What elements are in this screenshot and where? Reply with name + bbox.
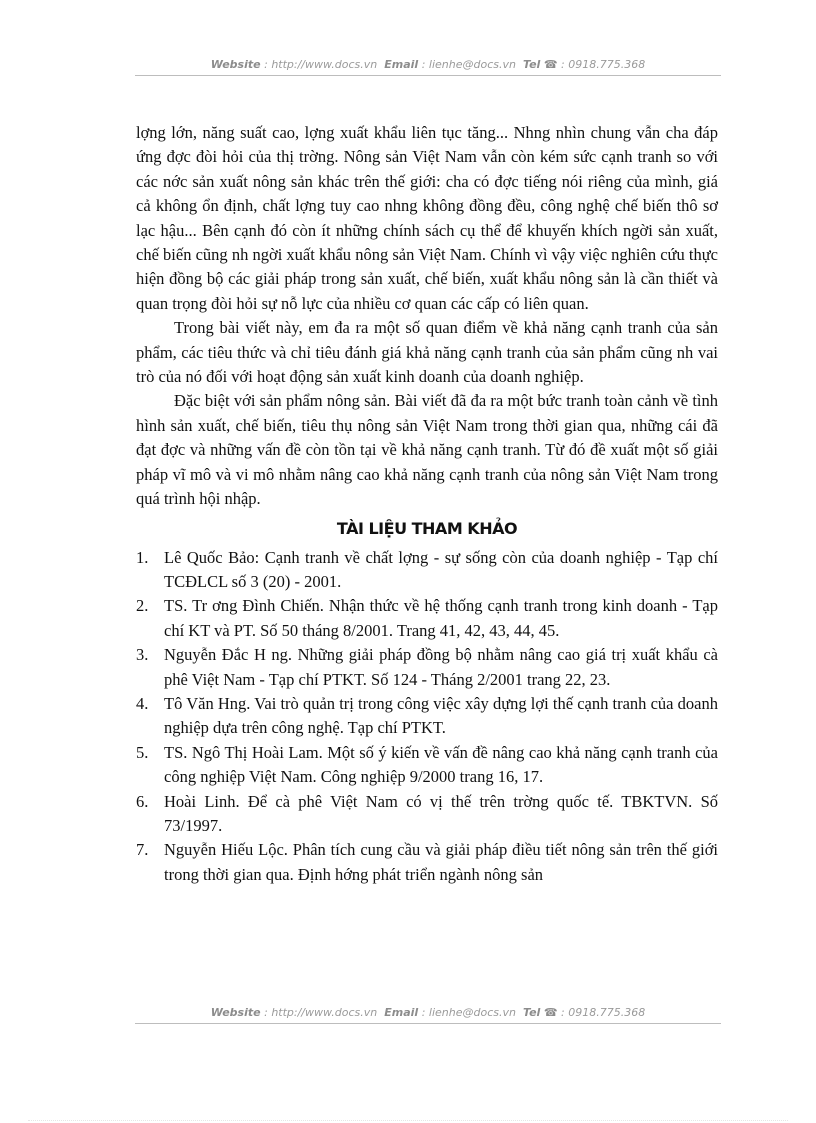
header-tel-label: Tel (522, 58, 541, 71)
reference-text: Nguyễn Hiếu Lộc. Phân tích cung cầu và giải pháp điều tiết nông sản trên thế giới trong thời gian qua. Định hớng phát triển ngành nông sản (164, 840, 718, 884)
footer-tel-sep: : (557, 1006, 569, 1019)
document-body (136, 121, 718, 887)
references-list (136, 546, 718, 888)
reference-item (136, 692, 718, 741)
reference-item (136, 643, 718, 692)
header-website-label: Website (210, 58, 261, 71)
body-paragraph: lợng lớn, năng suất cao, lợng xuất khẩu liên tục tăng... Nhng nhìn chung vẫn cha đáp ứng đợc đòi hỏi của thị trờng. Nông sản Việt Nam vẫn còn kém sức cạnh tranh so với các nớc sản xuất nông sản khác trên thế giới: cha có đợc tiếng nói riêng của mình, giá cả không ổn định, chất lợng tuy cao nhng không đồng đều, công nghệ chế biến thô sơ lạc hậu... Bên cạnh đó còn ít những chính sách cụ thể để khuyến khích ngời sản xuất, chế biến cũng nh ngời xuất khẩu nông sản Việt Nam. Chính vì vậy việc nghiên cứu thực hiện đồng bộ các giải pháp trong sản xuất, chế biến, xuất khẩu nông sản là cần thiết và quan trọng đòi hỏi sự nỗ lực của nhiều cơ quan các cấp có liên quan. (136, 123, 718, 313)
page-bottom-dotted-rule (28, 1120, 788, 1121)
reference-number: 3. (136, 645, 149, 665)
header-email-sep: : (418, 58, 429, 71)
reference-item (136, 790, 718, 839)
reference-number: 6. (136, 791, 149, 811)
footer-tel-label: Tel (522, 1006, 541, 1019)
header-divider (135, 75, 721, 76)
reference-item (136, 594, 718, 643)
footer-email-label: Email (384, 1006, 419, 1019)
footer-email-value[interactable]: lienhe@docs.vn (428, 1006, 516, 1019)
reference-number: 5. (136, 742, 149, 762)
footer-email-sep: : (418, 1006, 429, 1019)
header-tel-value: 0918.775.368 (568, 58, 646, 71)
reference-text: TS. Tr ơng Đình Chiến. Nhận thức về hệ thống cạnh tranh trong kinh doanh - Tạp chí KT và PT. Số 50 tháng 8/2001. Trang 41, 42, 43, 44, 45. (164, 596, 718, 640)
reference-text: TS. Ngô Thị Hoài Lam. Một số ý kiến về vấn đề nâng cao khả năng cạnh tranh của công nghiệp Việt Nam. Công nghiệp 9/2000 trang 16, 17. (164, 742, 718, 787)
reference-text: Hoài Linh. Để cà phê Việt Nam có vị thế trên trờng quốc tế. TBKTVN. Số 73/1997. (164, 791, 718, 835)
references-title: TÀI LIỆU THAM KHẢO (336, 518, 518, 538)
reference-number: 2. (136, 596, 149, 616)
reference-item (136, 546, 718, 595)
footer-website-url[interactable]: http://www.docs.vn (271, 1006, 378, 1019)
header-website-sep: : (260, 58, 272, 71)
reference-item (136, 741, 718, 790)
page-header (135, 58, 721, 71)
page-footer (135, 1006, 721, 1019)
footer-tel-value: 0918.775.368 (568, 1006, 646, 1019)
reference-number: 7. (136, 840, 149, 860)
footer-website-sep: : (260, 1006, 272, 1019)
footer-divider (135, 1023, 721, 1024)
phone-icon: ☎ (543, 1006, 558, 1019)
header-website-url[interactable]: http://www.docs.vn (271, 58, 378, 71)
header-email-value[interactable]: lienhe@docs.vn (428, 58, 516, 71)
header-tel-sep: : (557, 58, 569, 71)
body-paragraph: Trong bài viết này, em đa ra một số quan điểm về khả năng cạnh tranh của sản phẩm, các tiêu thức và chỉ tiêu đánh giá khả năng cạnh tranh của sản phẩm cũng nh vai trò của nó đối với hoạt động sản xuất kinh doanh của doanh nghiệp. (136, 318, 718, 387)
reference-text: Tô Văn Hng. Vai trò quản trị trong công việc xây dựng lợi thế cạnh tranh của doanh nghiệp dựa trên công nghệ. Tạp chí PTKT. (164, 693, 718, 738)
reference-item (136, 838, 718, 887)
reference-text: Nguyễn Đắc H ng. Những giải pháp đồng bộ nhằm nâng cao giá trị xuất khẩu cà phê Việt Nam - Tạp chí PTKT. Số 124 - Tháng 2/2001 trang 22, 23. (164, 645, 718, 689)
body-paragraph: Đặc biệt với sản phẩm nông sản. Bài viết đã đa ra một bức tranh toàn cảnh về tình hình sản xuất, chế biến, tiêu thụ nông sản Việt Nam trong thời gian qua, những cái đã đạt đợc và những vấn đề còn tồn tại về khả năng cạnh tranh. Từ đó đề xuất một số giải pháp vĩ mô và vi mô nhằm nâng cao khả năng cạnh tranh của nông sản Việt Nam trong quá trình hội nhập. (136, 391, 718, 509)
header-email-label: Email (384, 58, 419, 71)
phone-icon: ☎ (543, 58, 558, 71)
reference-number: 4. (136, 693, 149, 713)
reference-text: Lê Quốc Bảo: Cạnh tranh về chất lợng - sự sống còn của doanh nghiệp - Tạp chí TCĐLCL số 3 (20) - 2001. (164, 547, 718, 591)
reference-number: 1. (136, 547, 149, 567)
footer-website-label: Website (210, 1006, 261, 1019)
